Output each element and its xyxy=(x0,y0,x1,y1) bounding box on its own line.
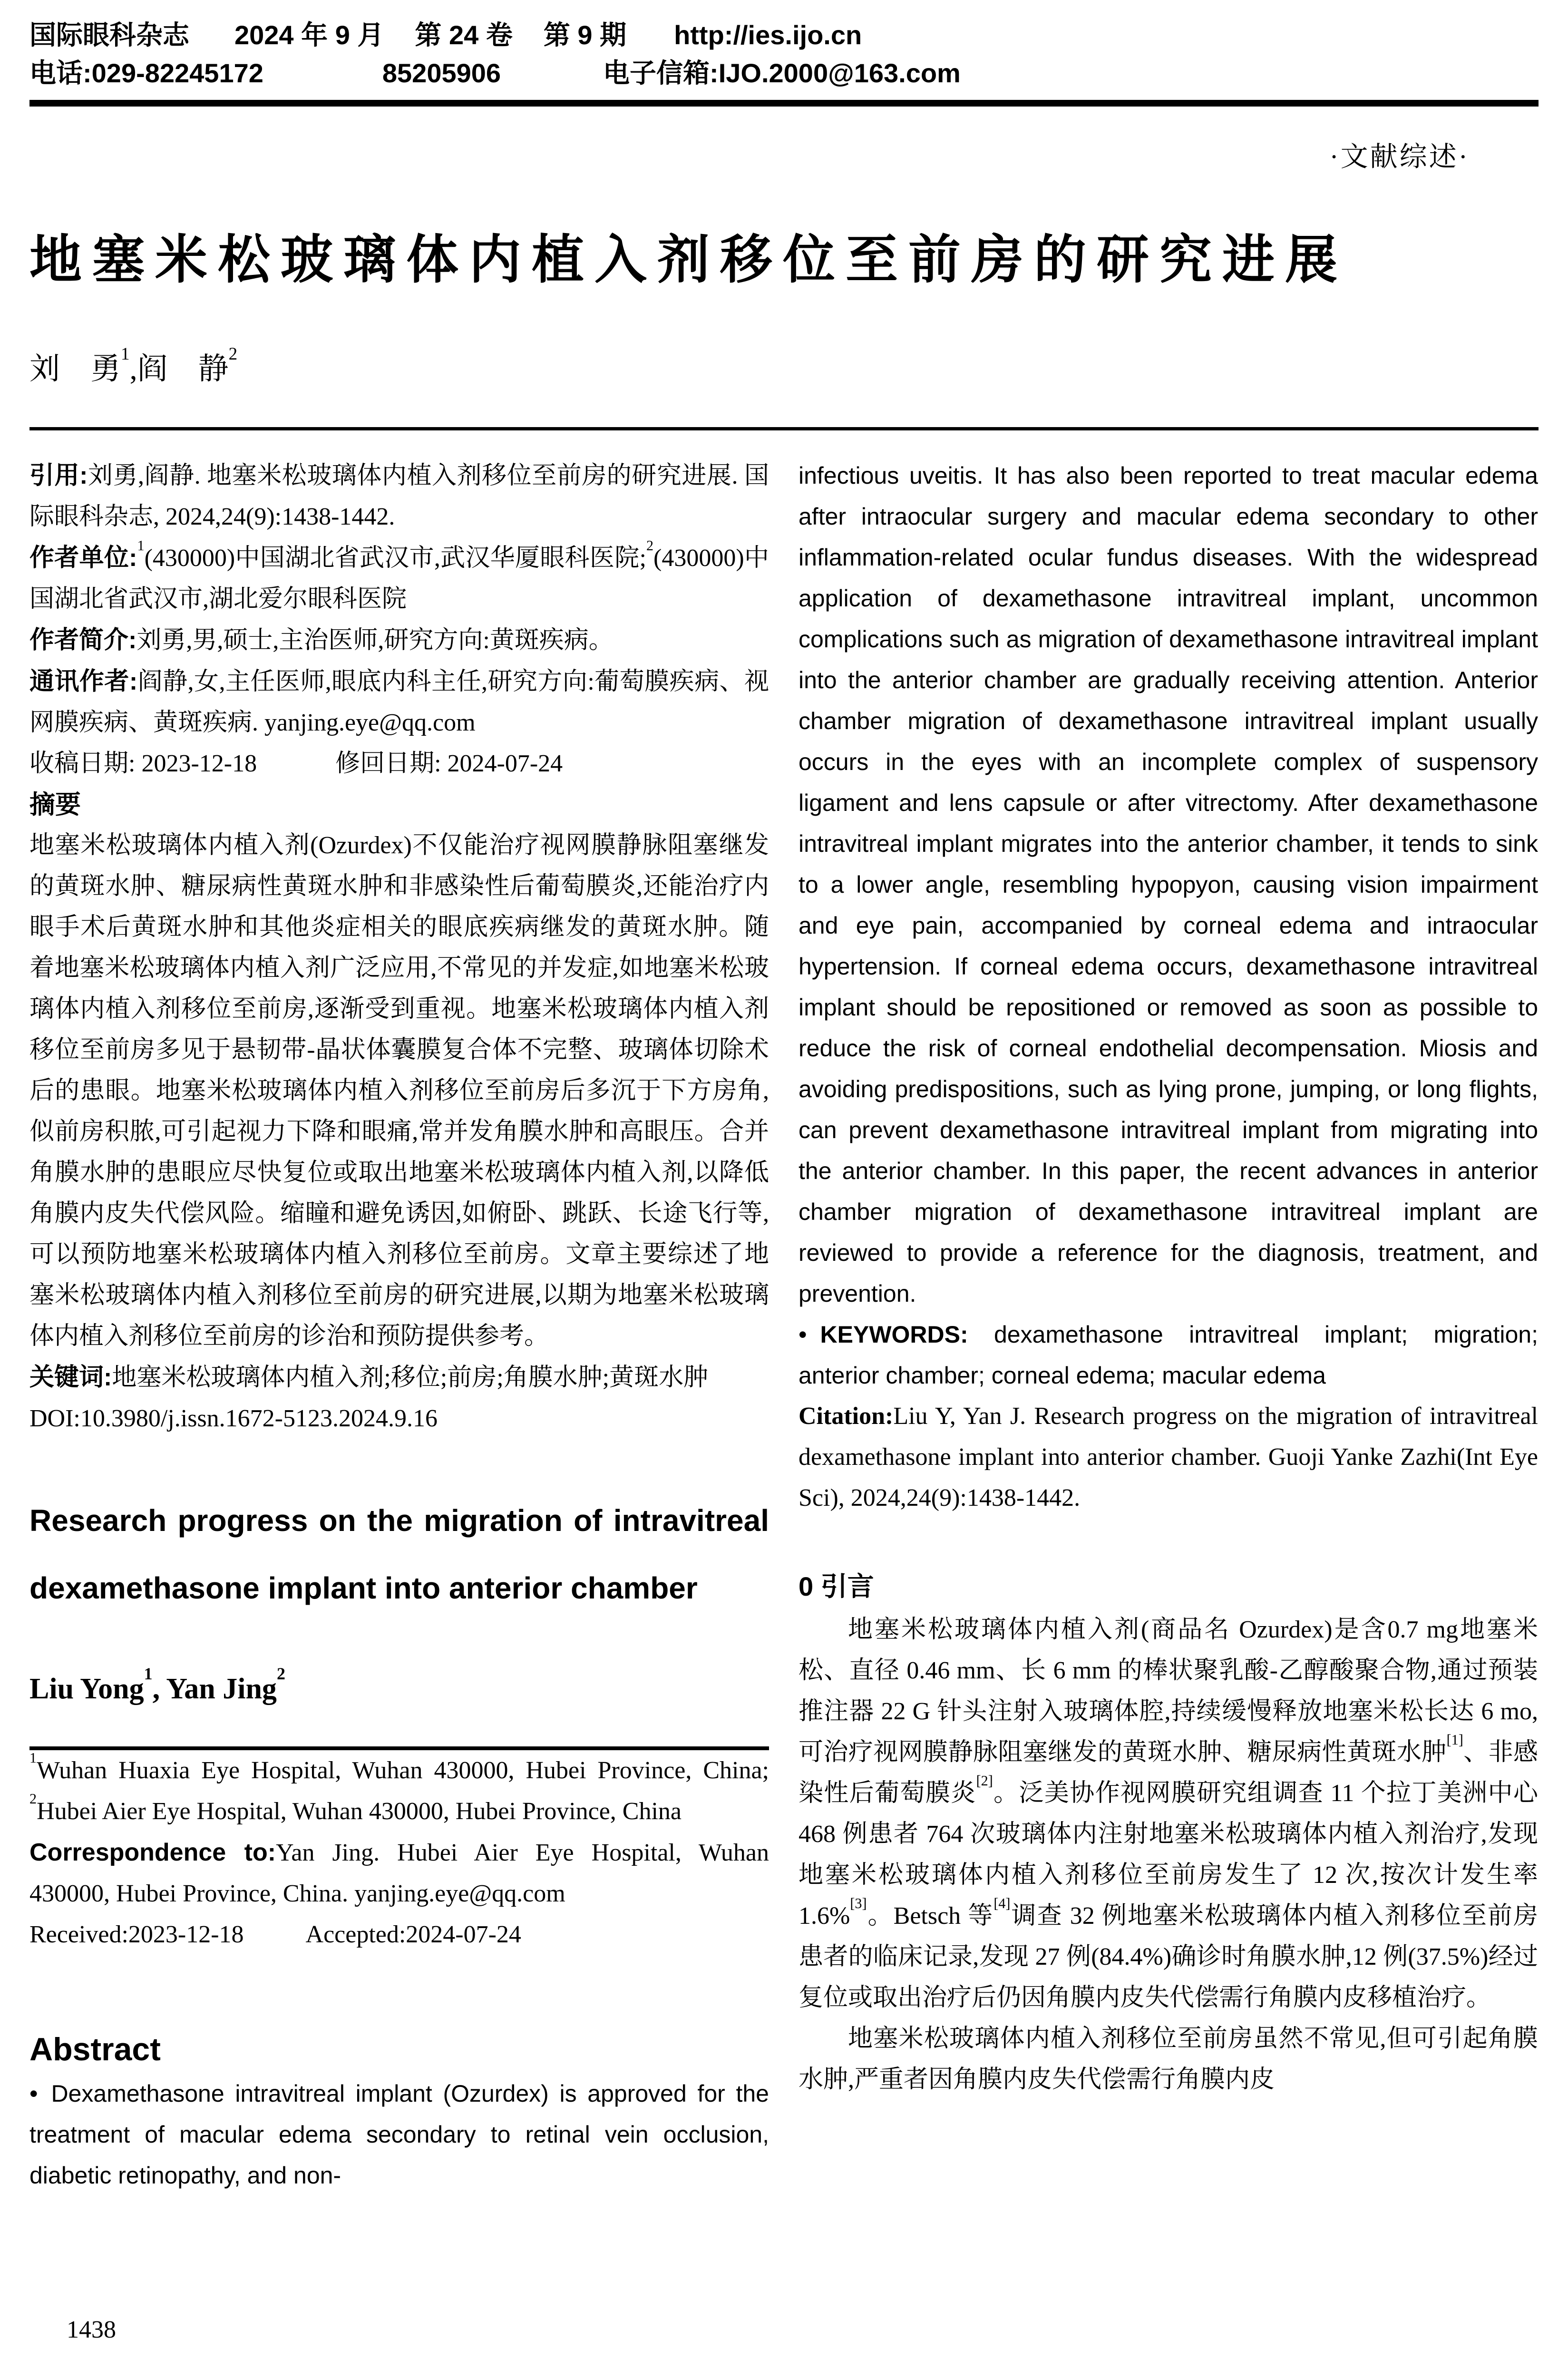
title-en: Research progress on the migration of intravitreal dexamethasone implant into anterior chamber xyxy=(29,1503,769,1605)
received-date-cn: 收稿日期: 2023-12-18 xyxy=(29,750,257,777)
affiliation-en: $^1$Wuhan Huaxia Eye Hospital, Wuhan 430000, Hubei Province, China; $^2$Hubei Aier Eye Hospital, Wuhan 430000, Hubei Province, China xyxy=(29,1749,769,1825)
keywords-cn-text: 地塞米松玻璃体内植入剂;移位;前房;角膜水肿;黄斑水肿 xyxy=(112,1364,709,1391)
journal-header-line2 xyxy=(29,54,1539,92)
correspondence-cn xyxy=(29,661,769,743)
header-divider xyxy=(29,100,1539,107)
author-bio-cn-text: 刘勇,男,硕士,主治医师,研究方向:黄斑疾病。 xyxy=(136,627,614,654)
citation-en-text: Liu Y, Yan J. Research progress on the migration of intravitreal dexamethasone implant into anterior chamber. Guoji Yanke Zazhi(Int Eye Sci), 2024,24(9):1438-1442. xyxy=(799,1403,1538,1511)
journal-phone2: 85205906 xyxy=(382,58,501,88)
left-column xyxy=(29,455,769,2378)
journal-header xyxy=(29,16,1539,92)
keywords-cn xyxy=(29,1357,769,1398)
doi-line: DOI:10.3980/j.issn.1672-5123.2024.9.16 xyxy=(29,1405,438,1432)
correspondence-en-label: Correspondence to: xyxy=(29,1839,276,1866)
abstract-cn-body: 地塞米松玻璃体内植入剂(Ozurdex)不仅能治疗视网膜静脉阻塞继发的黄斑水肿、糖尿病性黄斑水肿和非感染性后葡萄膜炎,还能治疗内眼手术后黄斑水肿和其他炎症相关的眼底疾病继发的黄斑水肿。随着地塞米松玻璃体内植入剂广泛应用,不常见的并发症,如地塞米松玻璃体内植入剂移位至前房,逐渐受到重视。地塞米松玻璃体内植入剂移位至前房多见于悬韧带-晶状体囊膜复合体不完整、玻璃体切除术后的患眼。地塞米松玻璃体内植入剂移位至前房后多沉于下方房角,似前房积脓,可引起视力下降和眼痛,常并发角膜水肿和高眼压。合并角膜水肿的患眼应尽快复位或取出地塞米松玻璃体内植入剂,以降低角膜内皮失代偿风险。缩瞳和避免诱因,如俯卧、跳跃、长途飞行等,可以预防地塞米松玻璃体内植入剂移位至前房。文章主要综述了地塞米松玻璃体内植入剂移位至前房的研究进展,以期为地塞米松玻璃体内植入剂移位至前房的诊治和预防提供参考。 xyxy=(29,832,769,1350)
citation-en xyxy=(799,1396,1538,1519)
authors-cn: 刘 勇$^1$,阎 静$^2$ xyxy=(29,344,238,386)
authors-en: Liu Yong$^1$, Yan Jing$^2$ xyxy=(29,1664,285,1705)
journal-date: 2024 年 9 月 xyxy=(234,20,384,50)
affiliation-cn-label: 作者单位: xyxy=(29,544,137,572)
journal-phone: 电话:029-82245172 xyxy=(29,58,263,88)
author-bio-cn xyxy=(29,620,769,661)
abstract-cn-heading: 摘要 xyxy=(29,790,81,819)
article-body xyxy=(29,455,1539,2378)
keywords-en-label: KEYWORDS: xyxy=(820,1321,968,1348)
correspondence-cn-text: 阎静,女,主任医师,眼底内科主任,研究方向:葡萄膜疾病、视网膜疾病、黄斑疾病. yanjing.eye@qq.com xyxy=(29,668,769,736)
journal-email: 电子信箱:IJO.2000@163.com xyxy=(603,58,961,88)
journal-volume: 第 24 卷 xyxy=(415,20,513,50)
affiliation-cn xyxy=(29,537,769,620)
journal-name: 国际眼科杂志 xyxy=(29,20,189,50)
abstract-en-heading: Abstract xyxy=(29,2031,161,2067)
citation-cn-label: 引用: xyxy=(29,462,88,489)
article-type-badge: ·文献综述· xyxy=(1329,141,1470,172)
page-title: 地塞米松玻璃体内植入剂移位至前房的研究进展 xyxy=(29,231,1348,289)
revised-date-cn: 修回日期: 2024-07-24 xyxy=(335,750,563,777)
abstract-en-continued: infectious uveitis. It has also been reported to treat macular edema after intraocular surgery and macular edema secondary to other inflammation-related ocular fundus diseases. With the widespread application of dexamethasone intravitreal implant, uncommon complications such as migration of dexamethasone intravitreal implant into the anterior chamber are gradually receiving attention. Anterior chamber migration of dexamethasone intravitreal implant usually occurs in the eyes with an incomplete complex of suspensory ligament and lens capsule or after vitrectomy. After dexamethasone intravitreal implant migrates into the anterior chamber, it tends to sink to a lower angle, resembling hypopyon, causing vision impairment and eye pain, accompanied by corneal edema and intraocular hypertension. If corneal edema occurs, dexamethasone intravitreal implant should be repositioned or removed as soon as possible to reduce the risk of corneal endothelial decompensation. Miosis and avoiding predispositions, such as lying prone, jumping, or long flights, can prevent dexamethasone intravitreal implant from migrating into the anterior chamber. In this paper, the recent advances in anterior chamber migration of dexamethasone intravitreal implant are reviewed to provide a reference for the diagnosis, treatment, and prevention. xyxy=(799,462,1538,1307)
citation-en-label: Citation: xyxy=(799,1403,894,1430)
affiliation-divider xyxy=(29,1746,769,1750)
page-number: 1438 xyxy=(67,2316,116,2343)
intro-paragraph-1: 地塞米松玻璃体内植入剂(商品名 Ozurdex)是含0.7 mg地塞米松、直径 0.46 mm、长 6 mm 的棒状聚乳酸-乙醇酸聚合物,通过预装推注器 22 G 针头注射入玻璃体腔,持续缓慢释放地塞米松长达 6 mo,可治疗视网膜静脉阻塞继发的黄斑水肿、糖尿病性黄斑水肿[1]、非感染性后葡萄膜炎[2]。泛美协作视网膜研究组调查 11 个拉丁美洲中心 468 例患者 764 次玻璃体内注射地塞米松玻璃体内植入剂治疗,发现地塞米松玻璃体内植入剂移位至前房发生了 12 次,按次计发生率 1.6%[3]。Betsch 等[4]调查 32 例地塞米松玻璃体内植入剂移位至前房患者的临床记录,发现 27 例(84.4%)确诊时角膜水肿,12 例(37.5%)经过复位或取出治疗后仍因角膜内皮失代偿需行角膜内皮移植治疗。 xyxy=(799,1616,1538,2011)
citation-cn-text: 刘勇,阎静. 地塞米松玻璃体内植入剂移位至前房的研究进展. 国际眼科杂志, 2024,24(9):1438-1442. xyxy=(29,462,769,530)
citation-cn xyxy=(29,455,769,537)
correspondence-en-text: Yan Jing. Hubei Aier Eye Hospital, Wuhan 430000, Hubei Province, China. yanjing.eye@qq.com xyxy=(29,1839,769,1907)
abstract-en-body xyxy=(29,2073,769,2196)
received-date-en: Received:2023-12-18 xyxy=(29,1921,244,1948)
dates-cn xyxy=(29,743,769,784)
right-column xyxy=(799,455,1538,2378)
section-heading-intro: 0 引言 xyxy=(799,1571,874,1601)
intro-paragraph-2: 地塞米松玻璃体内植入剂移位至前房虽然不常见,但可引起角膜水肿,严重者因角膜内皮失代偿需行角膜内皮 xyxy=(799,2025,1538,2093)
bullet-icon: • xyxy=(29,2080,38,2107)
author-bio-cn-label: 作者简介: xyxy=(29,626,137,654)
journal-header-line1 xyxy=(29,16,1539,54)
journal-url: http://ies.ijo.cn xyxy=(674,20,862,50)
title-divider xyxy=(29,427,1539,430)
dates-en xyxy=(29,1914,769,1955)
affiliation-cn-text: $^1$(430000)中国湖北省武汉市,武汉华厦眼科医院;$^2$(430000)中国湖北省武汉市,湖北爱尔眼科医院 xyxy=(29,537,769,613)
correspondence-cn-label: 通讯作者: xyxy=(29,668,138,695)
correspondence-en xyxy=(29,1832,769,1914)
keywords-cn-label: 关键词: xyxy=(29,1364,112,1391)
abstract-en-text: Dexamethasone intravitreal implant (Ozurdex) is approved for the treatment of macular edema secondary to retinal vein occlusion, diabetic retinopathy, and non- xyxy=(29,2080,769,2189)
bullet-icon: • xyxy=(799,1321,807,1348)
accepted-date-en: Accepted:2024-07-24 xyxy=(305,1921,521,1948)
keywords-en xyxy=(799,1314,1538,1396)
journal-issue: 第 9 期 xyxy=(543,20,627,50)
keywords-en-text: dexamethasone intravitreal implant; migration; anterior chamber; corneal edema; macular edema xyxy=(799,1321,1538,1389)
